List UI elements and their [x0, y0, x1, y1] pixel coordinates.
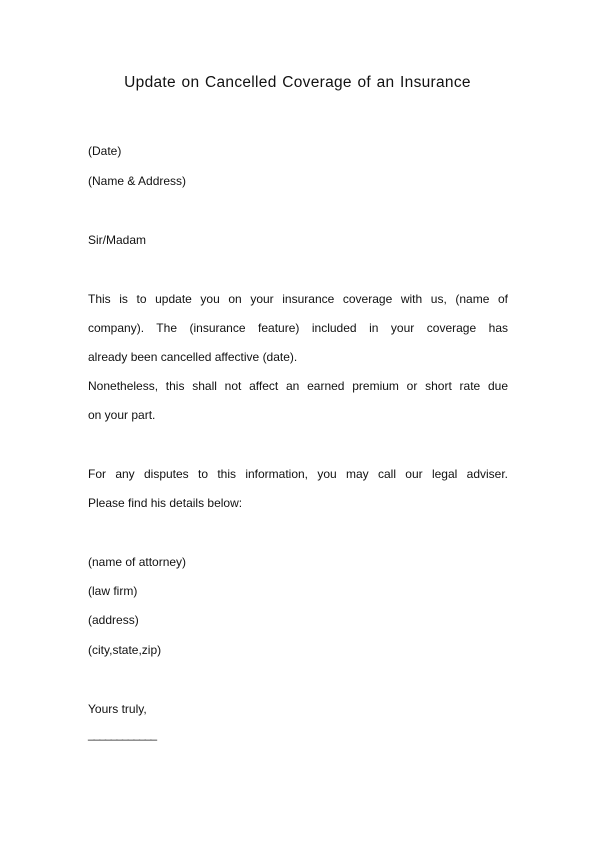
paragraph-1-line-1: This is to update you on your insurance coverage with us, (name of	[88, 292, 508, 306]
paragraph-1-line-2: company). The (insurance feature) included in your coverage has	[88, 321, 508, 335]
name-address-placeholder: (Name & Address)	[88, 174, 187, 188]
paragraph-2-line-2: on your part.	[88, 408, 156, 422]
attorney-city-state-zip: (city,state,zip)	[88, 643, 162, 657]
paragraph-3-line-1: For any disputes to this information, you may call our legal adviser.	[88, 467, 508, 481]
attorney-firm: (law firm)	[88, 584, 138, 598]
attorney-address: (address)	[88, 613, 139, 627]
attorney-name: (name of attorney)	[88, 555, 187, 569]
signature-line: ____________	[88, 727, 157, 741]
document-title: Update on Cancelled Coverage of an Insurance	[124, 74, 471, 91]
paragraph-1-line-3: already been cancelled affective (date).	[88, 350, 298, 364]
date-placeholder: (Date)	[88, 144, 122, 158]
salutation: Sir/Madam	[88, 233, 147, 247]
closing: Yours truly,	[88, 702, 147, 716]
paragraph-3-line-2: Please find his details below:	[88, 496, 243, 510]
paragraph-2-line-1: Nonetheless, this shall not affect an earned premium or short rate due	[88, 379, 508, 393]
